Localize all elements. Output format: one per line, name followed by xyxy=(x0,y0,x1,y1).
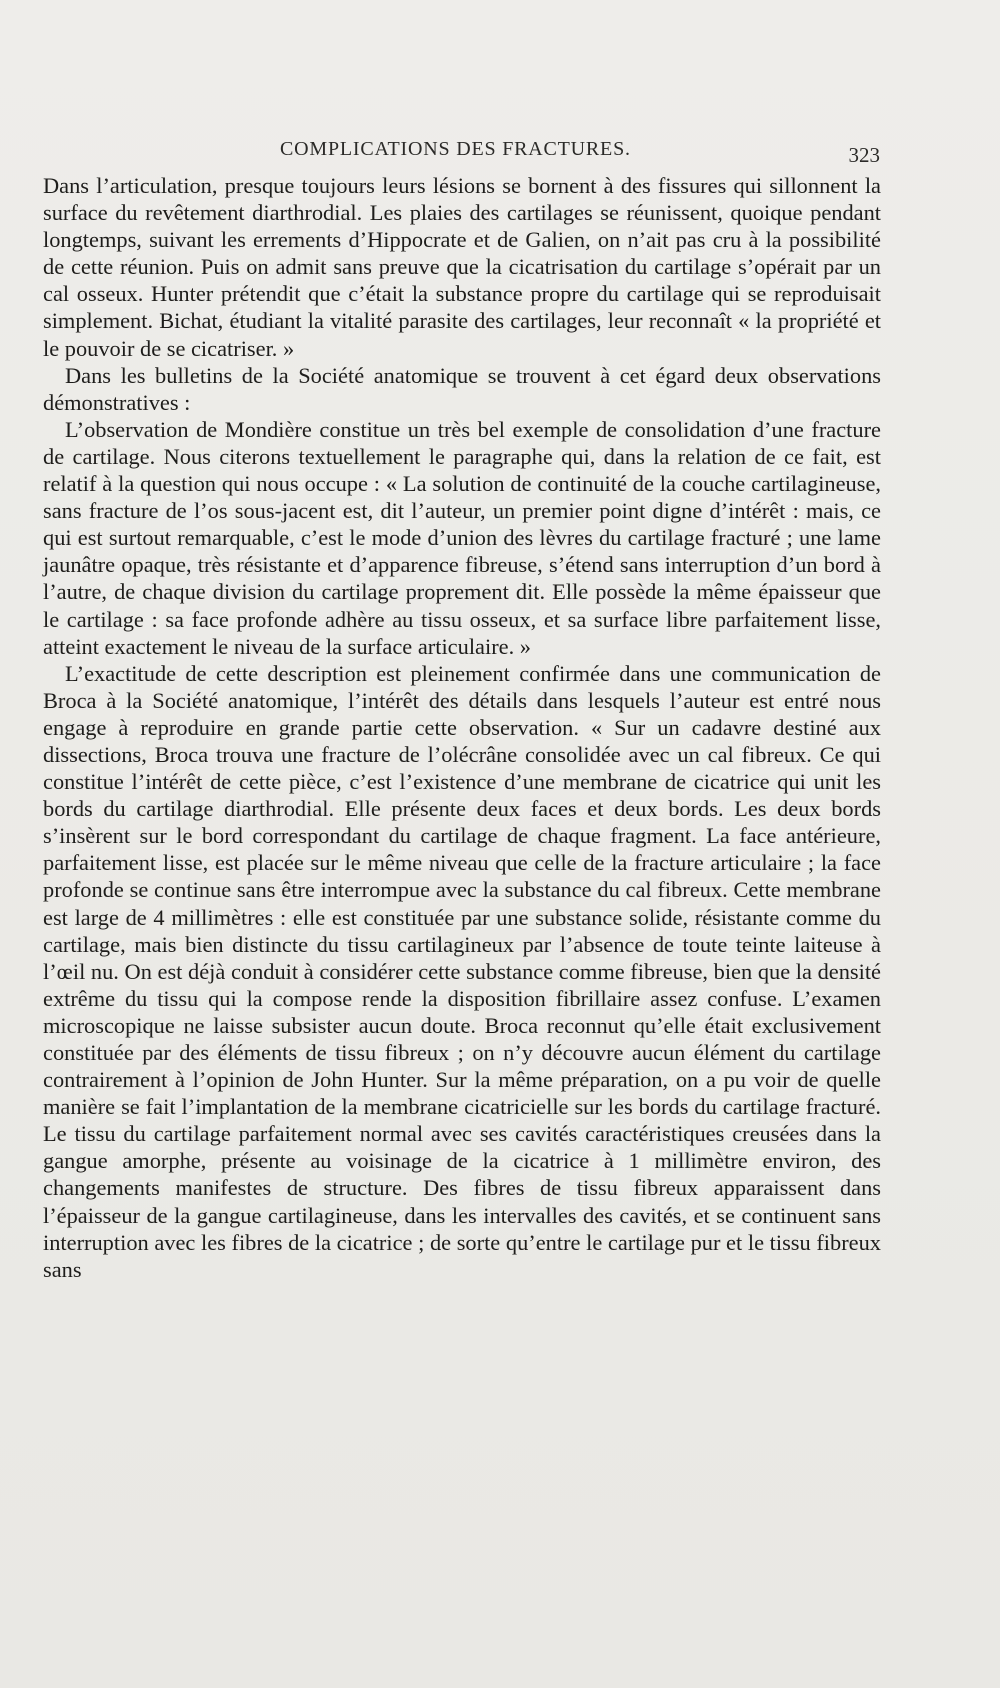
page-number: 323 xyxy=(848,143,880,167)
paragraph-bulletins: Dans les bulletins de la Société anatomique se trouvent à cet égard deux observations démonstratives : xyxy=(43,362,881,415)
paragraph-continuation: Dans l’articulation, presque toujours leurs lésions se bornent à des fissures qui sillonnent la surface du revêtement diarthrodial. Les plaies des cartilages se réunissent, quoique pendant longtemps, suivant les errements d’Hippocrate et de Galien, on n’ait pas cru à la possibilité de cette réunion. Puis on admit sans preuve que la cicatrisation du cartilage s’opérait par un cal osseux. Hunter prétendit que c’était la substance propre du cartilage qui se reproduisait simplement. Bichat, étudiant la vitalité parasite des cartilages, leur reconnaît « la propriété et le pouvoir de se cicatriser. » xyxy=(43,173,881,361)
running-title: COMPLICATIONS DES FRACTURES. xyxy=(280,138,631,160)
paragraph-mondiere: L’observation de Mondière constitue un très bel exemple de consolidation d’une fracture de cartilage. Nous citerons textuellement le paragraphe qui, dans la relation de ce fait, est relatif à la question qui nous occupe : « La solution de continuité de la couche cartilagineuse, sans fracture de l’os sous-jacent est, dit l’auteur, un premier point digne d’intérêt : mais, ce qui est surtout remarquable, c’est le mode d’union des lèvres du cartilage fracturé ; une lame jaunâtre opaque, très résistante et d’apparence fibreuse, s’étend sans interruption d’un bord à l’autre, de chaque division du cartilage proprement dit. Elle possède la même épaisseur que le cartilage : sa face profonde adhère au tissu osseux, et sa surface libre parfaitement lisse, atteint exactement le niveau de la surface articulaire. » xyxy=(43,416,881,659)
paragraph-broca: L’exactitude de cette description est pleinement confirmée dans une communication de Broca à la Société anatomique, l’intérêt des détails dans lesquels l’auteur est entré nous engage à reproduire en grande partie cette observation. « Sur un cadavre destiné aux dissections, Broca trouva une fracture de l’olécrâne consolidée avec un cal fibreux. Ce qui constitue l’intérêt de cette pièce, c’est l’existence d’une membrane de cicatrice qui unit les bords du cartilage diarthrodial. Elle présente deux faces et deux bords. Les deux bords s’insèrent sur le bord correspondant du cartilage de chaque fragment. La face antérieure, parfaitement lisse, est placée sur le même niveau que celle de la fracture articulaire ; la face profonde se continue sans être interrompue avec la substance du cal fibreux. Cette membrane est large de 4 millimètres : elle est constituée par une substance solide, résistante comme du cartilage, mais bien distincte du tissu cartilagineux par l’absence de toute teinte laiteuse à l’œil nu. On est déjà conduit à considérer cette substance comme fibreuse, bien que la densité extrême du tissu qui la compose rende la disposition fibrillaire assez confuse. L’examen microscopique ne laisse subsister aucun doute. Broca reconnut qu’elle était exclusivement constituée par des éléments de tissu fibreux ; on n’y découvre aucun élément du cartilage contrairement à l’opinion de John Hunter. Sur la même préparation, on a pu voir de quelle manière se fait l’implantation de la membrane cicatricielle sur les bords du cartilage fracturé. Le tissu du cartilage parfaitement normal avec ses cavités caractéristiques creusées dans la gangue amorphe, présente au voisinage de la cicatrice à 1 millimètre environ, des changements manifestes de structure. Des fibres de tissu fibreux apparaissent dans l’épaisseur de la gangue cartilagineuse, dans les intervalles des cavités, et se continuent sans interruption avec les fibres de la cicatrice ; de sorte qu’entre le cartilage pur et le tissu fibreux sans xyxy=(43,660,881,1282)
page-header xyxy=(44,138,880,168)
body-text xyxy=(43,172,881,1283)
